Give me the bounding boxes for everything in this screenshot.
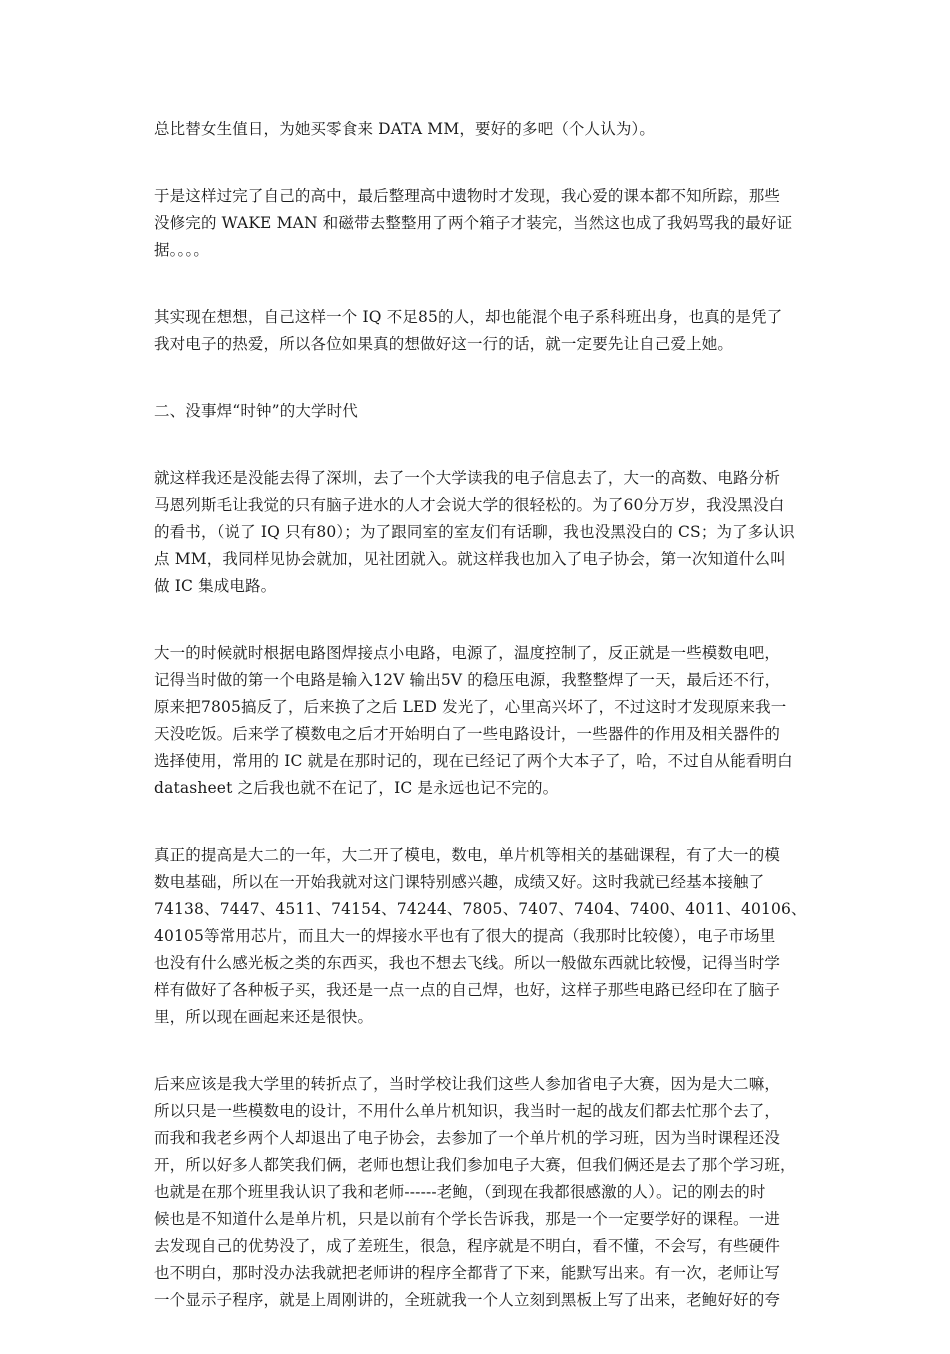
text-line: 数电基础，所以在一开始我就对这门课特别感兴趣，成绩又好。这时我就已经基本接触了: [154, 873, 765, 891]
text-line: 里，所以现在画起来还是很快。: [154, 1008, 374, 1026]
paragraph: [154, 465, 828, 600]
text-line: 据。。。。: [154, 241, 210, 259]
text-line: 也不明白，那时没办法我就把老师讲的程序全都背了下来，能默写出来。有一次，老师让写: [154, 1264, 781, 1282]
text-line: 其实现在想想，自己这样一个 IQ 不足85的人，却也能混个电子系科班出身，也真的是凭了: [154, 308, 783, 326]
text-line: 大一的时候就时根据电路图焊接点小电路，电源了，温度控制了，反正就是一些模数电吧，: [154, 644, 781, 662]
text-line: 总比替女生值日，为她买零食来 DATA MM，要好的多吧（个人认为）。: [154, 120, 656, 138]
paragraph: [154, 183, 828, 264]
text-line: 74138、7447、4511、74154、74244、7805、7407、7404、7400、4011、40106、: [154, 900, 807, 918]
paragraph: [154, 116, 828, 143]
text-line: 马恩列斯毛让我觉的只有脑子进水的人才会说大学的很轻松的。为了60分万岁，我没黑没白: [154, 496, 785, 514]
text-line: 一个显示子程序，就是上周刚讲的，全班就我一个人立刻到黑板上写了出来，老鲍好好的夸: [154, 1291, 781, 1309]
section-heading: [154, 398, 828, 425]
paragraph: [154, 842, 828, 1031]
paragraph: [154, 304, 828, 358]
text-line: 真正的提高是大二的一年，大二开了模电，数电，单片机等相关的基础课程，有了大一的模: [154, 846, 781, 864]
text-line: 40105等常用芯片，而且大一的焊接水平也有了很大的提高（我那时比较傻），电子市场里: [154, 927, 776, 945]
text-line: 所以只是一些模数电的设计，不用什么单片机知识，我当时一起的战友们都去忙那个去了，: [154, 1102, 781, 1120]
text-line: 做 IC 集成电路。: [154, 577, 277, 595]
paragraph: [154, 1071, 828, 1314]
text-line: 天没吃饭。后来学了模数电之后才开始明白了一些电路设计，一些器件的作用及相关器件的: [154, 725, 781, 743]
text-line: 点 MM，我同样见协会就加，见社团就入。就这样我也加入了电子协会，第一次知道什么叫: [154, 550, 786, 568]
text-line: 的看书，（说了 IQ 只有80）；为了跟同室的室友们有话聊，我也没黑没白的 CS；为了多认识: [154, 523, 795, 541]
text-line: 开，所以好多人都笑我们俩，老师也想让我们参加电子大赛，但我们俩还是去了那个学习班，: [154, 1156, 796, 1174]
text-line: 选择使用，常用的 IC 就是在那时记的，现在已经记了两个大本子了，哈，不过自从能看明白: [154, 752, 793, 770]
text-line: datasheet 之后我也就不在记了，IC 是永远也记不完的。: [154, 779, 559, 797]
text-line: 而我和我老乡两个人却退出了电子协会，去参加了一个单片机的学习班，因为当时课程还没: [154, 1129, 781, 1147]
text-line: 也就是在那个班里我认识了我和老师------老鲍，（到现在我都很感激的人）。记的刚去的时: [154, 1183, 766, 1201]
paragraph: [154, 640, 828, 802]
text-line: 也没有什么感光板之类的东西买，我也不想去飞线。所以一般做东西就比较慢，记得当时学: [154, 954, 781, 972]
text-line: 去发现自己的优势没了，成了差班生，很急，程序就是不明白，看不懂，不会写，有些硬件: [154, 1237, 781, 1255]
text-line: 我对电子的热爱，所以各位如果真的想做好这一行的话，就一定要先让自己爱上她。: [154, 335, 734, 353]
text-line: 原来把7805搞反了，后来换了之后 LED 发光了，心里高兴坏了，不过这时才发现原来我一: [154, 698, 787, 716]
text-line: 没修完的 WAKE MAN 和磁带去整整用了两个箱子才装完，当然这也成了我妈骂我的最好证: [154, 214, 793, 232]
text-line: 记得当时做的第一个电路是输入12V 输出5V 的稳压电源，我整整焊了一天，最后还不行，: [154, 671, 781, 689]
document-page: [154, 116, 828, 1354]
text-line: 二、没事焊“时钟”的大学时代: [154, 402, 358, 420]
text-line: 就这样我还是没能去得了深圳，去了一个大学读我的电子信息去了，大一的高数、电路分析: [154, 469, 781, 487]
text-line: 候也是不知道什么是单片机，只是以前有个学长告诉我，那是一个一定要学好的课程。一进: [154, 1210, 781, 1228]
text-line: 样有做好了各种板子买，我还是一点一点的自己焊，也好，这样子那些电路已经印在了脑子: [154, 981, 781, 999]
text-line: 于是这样过完了自己的高中，最后整理高中遗物时才发现，我心爱的课本都不知所踪，那些: [154, 187, 781, 205]
text-line: 后来应该是我大学里的转折点了，当时学校让我们这些人参加省电子大赛，因为是大二嘛，: [154, 1075, 781, 1093]
